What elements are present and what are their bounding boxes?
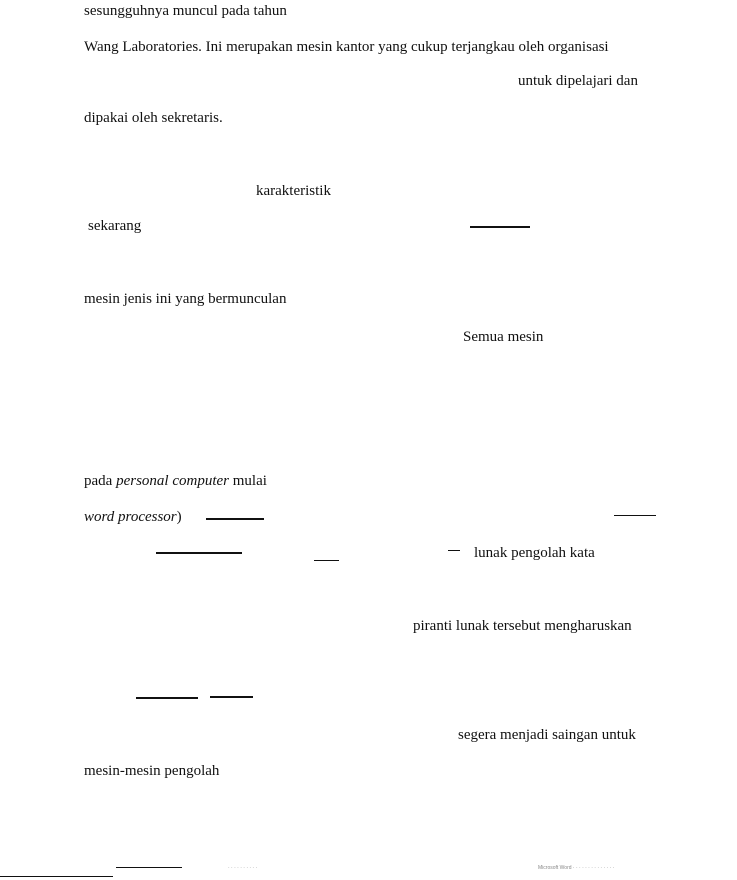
text-line: lunak pengolah kata — [474, 545, 595, 561]
text-line: piranti lunak tersebut mengharuskan — [413, 618, 632, 634]
text-line: segera menjadi saingan untuk — [458, 727, 636, 743]
text-span: pada — [84, 473, 117, 489]
text-line: Wang Laboratories. Ini merupakan mesin kantor yang cukup terjangkau oleh organisasi — [84, 39, 609, 55]
text-line: sekarang — [88, 218, 142, 234]
text-line: untuk dipelajari dan — [518, 73, 638, 89]
redaction-rule — [470, 226, 530, 228]
text-line: mesin jenis ini yang bermunculan — [84, 291, 287, 307]
footnote-text: · · · · · · · · · · — [228, 865, 258, 871]
redaction-rule — [614, 515, 656, 516]
text-line: dipakai oleh sekretaris. — [84, 110, 223, 126]
text-line: sesungguhnya muncul pada tahun — [84, 3, 287, 19]
redaction-rule — [156, 552, 242, 554]
text-span: ) — [176, 509, 182, 525]
redaction-rule — [448, 550, 460, 551]
text-line: Semua mesin — [463, 329, 544, 345]
redaction-rule — [116, 867, 182, 868]
italic-term: personal computer — [116, 473, 229, 489]
footnote-text: Microsoft Word · · · · · · · · · · · · · · — [538, 865, 615, 871]
redaction-rule — [136, 697, 198, 699]
text-line: karakteristik — [256, 183, 331, 199]
redaction-rule — [206, 518, 264, 520]
redaction-rule — [210, 696, 253, 698]
text-span: mulai — [228, 473, 267, 489]
redaction-rule — [314, 560, 339, 561]
text-line — [84, 472, 267, 490]
text-line: mesin-mesin pengolah — [84, 763, 220, 779]
italic-term: word processor — [84, 509, 177, 525]
footnote-separator — [0, 876, 113, 877]
text-line — [84, 508, 182, 526]
